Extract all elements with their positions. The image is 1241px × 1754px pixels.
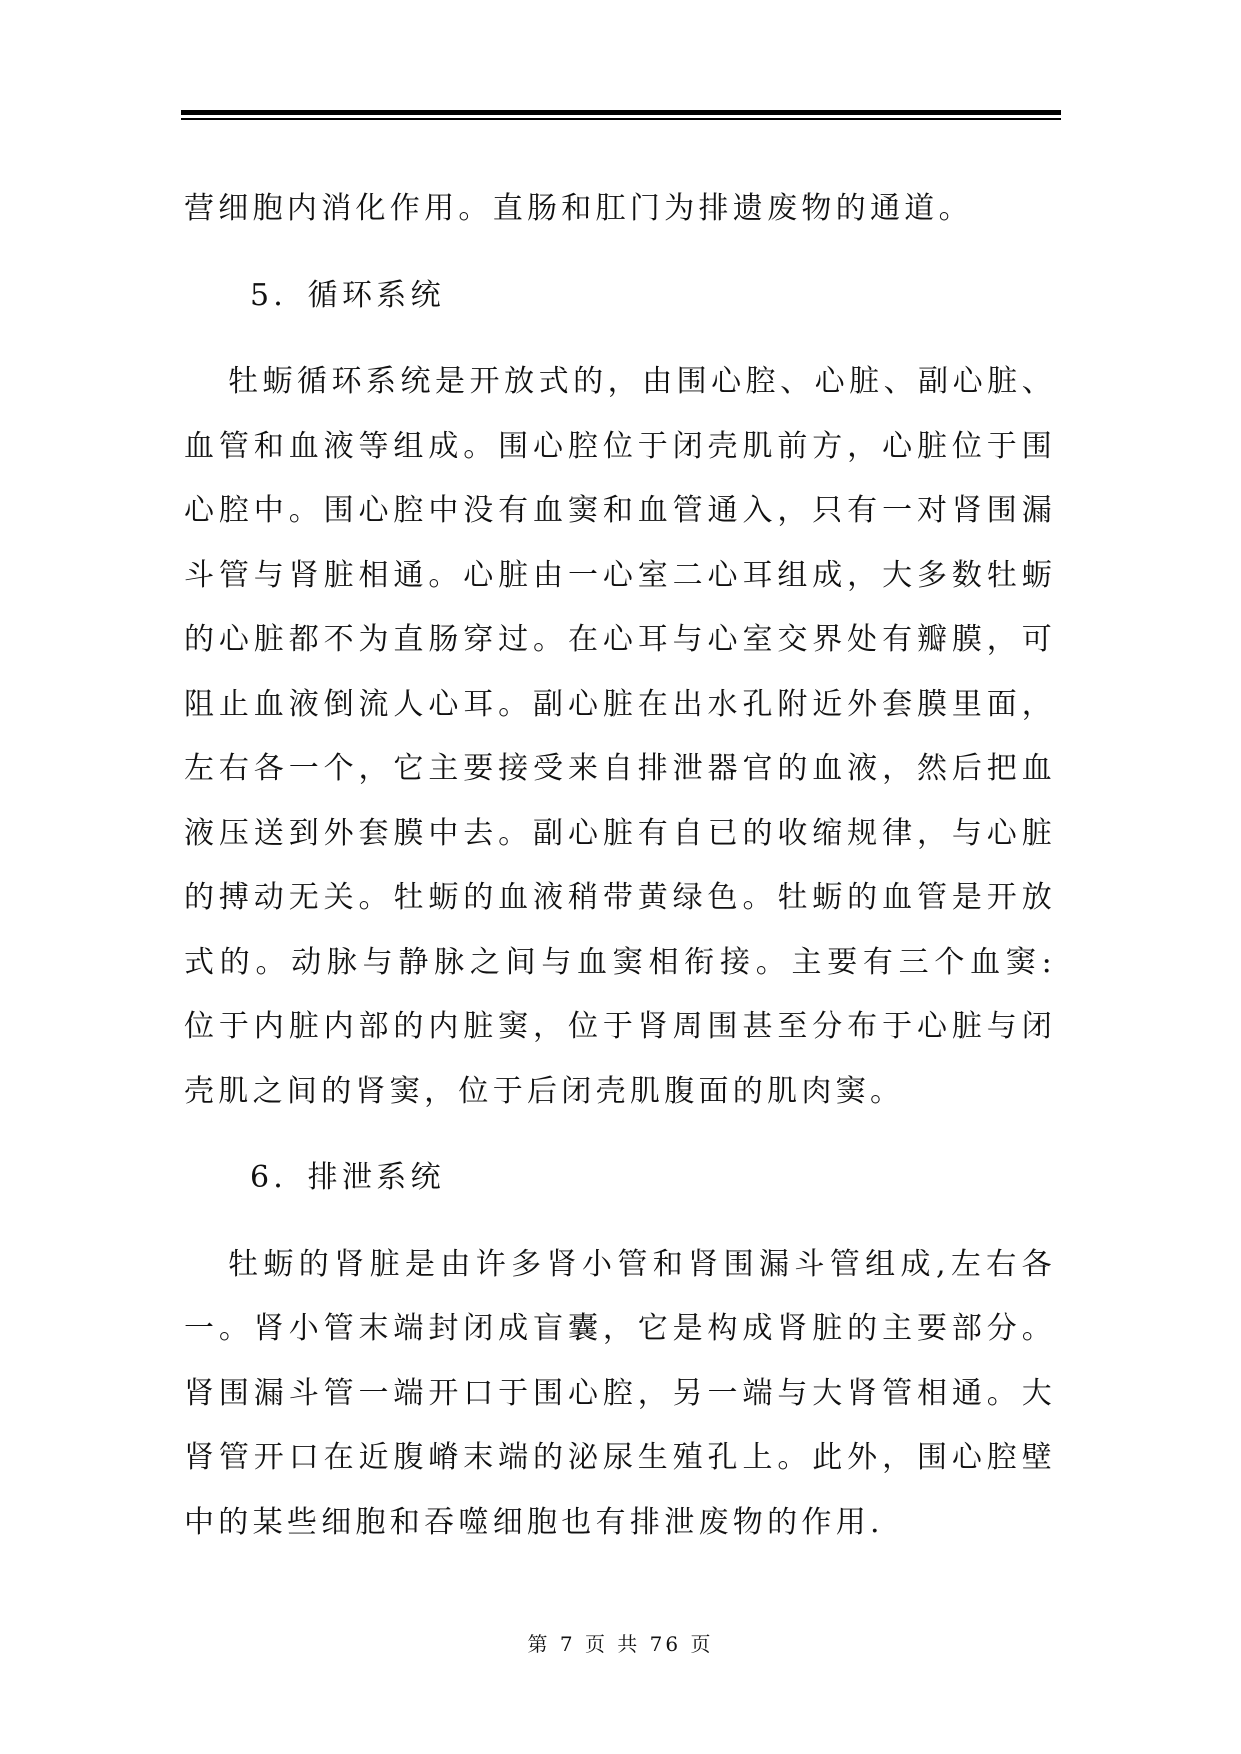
section-heading-excretory: 6．排泄系统	[250, 1160, 445, 1195]
header-rule-thin	[181, 118, 1061, 120]
excretory-paragraph: 牡蛎的肾脏是由许多肾小管和肾围漏斗管组成,左右各一。肾小管末端封闭成盲囊，它是构成肾脏的主要部分。肾围漏斗管一端开口于围心腔，另一端与大肾管相通。大肾管开口在近腹嵴末端的泌尿生殖孔上。此外，围心腔壁中的某些细胞和吞噬细胞也有排泄废物的作用.	[184, 1246, 1056, 1540]
circulatory-paragraph: 牡蛎循环系统是开放式的，由围心腔、心脏、副心脏、血管和血液等组成。围心腔位于闭壳肌前方，心脏位于围心腔中。围心腔中没有血窦和血管通入，只有一对肾围漏斗管与肾脏相通。心脏由一心室二心耳组成，大多数牡蛎的心脏都不为直肠穿过。在心耳与心室交界处有瓣膜，可阻止血液倒流人心耳。副心脏在出水孔附近外套膜里面，左右各一个，它主要接受来自排泄器官的血液，然后把血液压送到外套膜中去。副心脏有自已的收缩规律，与心脏的搏动无关。牡蛎的血液稍带黄绿色。牡蛎的血管是开放式的。动脉与静脉之间与血窦相衔接。主要有三个血窦: 位于内脏内部的内脏窦，位于肾周围甚至分布于心脏与闭壳肌之间的肾窦，位于后闭壳肌腹面的肌肉窦。	[184, 364, 1056, 1109]
header-rule	[181, 110, 1061, 115]
page-content	[184, 177, 1056, 1555]
section-heading-circulatory: 5．循环系统	[250, 277, 445, 313]
continuation-paragraph: 营细胞内消化作用。直肠和肛门为排遗废物的通道。	[184, 191, 973, 226]
page-number-footer: 第 7 页 共 76 页	[527, 1632, 714, 1656]
